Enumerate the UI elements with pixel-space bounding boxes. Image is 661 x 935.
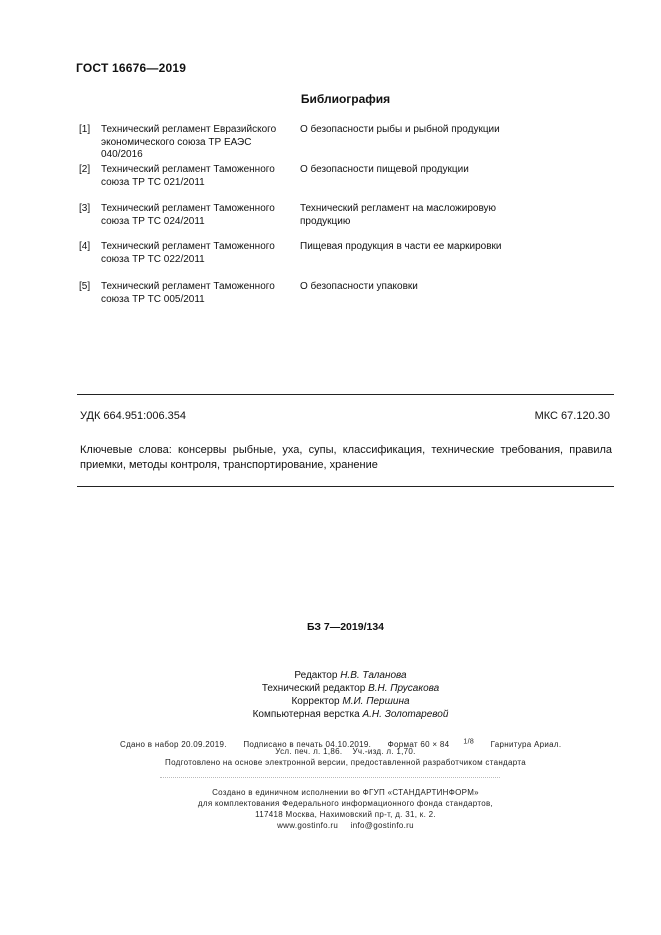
credit-name: В.Н. Прусакова — [368, 683, 440, 694]
entry-number: [1] — [79, 124, 91, 135]
font-name: Гарнитура Ариал. — [490, 739, 562, 749]
publisher-line: Создано в единичном исполнении во ФГУП «СТАНДАРТИНФОРМ» — [212, 788, 479, 797]
entry-document: Технический регламент Таможенного союза ТР ТС 021/2011 — [101, 164, 275, 188]
credit-name: М.И. Першина — [342, 696, 410, 707]
entry-subject: О безопасности рыбы и рыбной продукции — [300, 124, 500, 135]
credit-name: Н.В. Таланова — [340, 670, 407, 681]
publisher-line: для комплектования Федерального информационного фонда стандартов, — [197, 799, 494, 808]
entry-subject: О безопасности пищевой продукции — [300, 164, 469, 175]
faint-divider — [160, 777, 500, 778]
credit-role: Корректор — [291, 696, 340, 707]
prepared-note: Подготовлено на основе электронной версии, предоставленной разработчиком стандарта — [165, 758, 526, 767]
credit-role: Компьютерная верстка — [252, 709, 360, 720]
credit-line — [0, 695, 661, 708]
entry-number: [5] — [79, 281, 91, 292]
publisher-contacts: www.gostinfo.ru info@gostinfo.ru — [277, 821, 414, 830]
entry-number: [2] — [79, 164, 91, 175]
credit-line — [0, 682, 661, 695]
keywords: Ключевые слова: консервы рыбные, уха, супы, классификация, технические требования, правила приемки, методы контроля, транспортирование, хранение — [80, 444, 612, 471]
entry-document: Технический регламент Таможенного союза ТР ТС 024/2011 — [101, 203, 275, 227]
credit-role: Редактор — [294, 670, 338, 681]
credit-name: А.Н. Золотаревой — [362, 709, 449, 720]
udk-code: УДК 664.951:006.354 — [80, 410, 186, 422]
entry-subject: О безопасности упаковки — [300, 281, 418, 292]
credit-role: Технический редактор — [261, 683, 366, 694]
publisher-sheets: Уч.-изд. л. 1,70. — [352, 747, 416, 756]
bibliography-title: Библиография — [300, 92, 391, 106]
entry-subject: Пищевая продукция в части ее маркировки — [300, 241, 502, 252]
section-divider — [77, 486, 614, 487]
section-divider — [77, 394, 614, 395]
signed-date: Подписано в печать 04.10.2019. — [243, 739, 372, 749]
sheet-counts — [0, 747, 661, 758]
sent-date: Сдано в набор 20.09.2019. — [120, 739, 227, 749]
paper-format: Формат 60 × 84 $^{1/8}$ — [387, 738, 475, 749]
credit-line — [0, 669, 661, 682]
print-sheets: Усл. печ. л. 1,86. — [275, 747, 343, 756]
publisher-address: 117418 Москва, Нахимовский пр-т, д. 31, к. 2. — [255, 810, 436, 819]
document-code: ГОСТ 16676—2019 — [76, 61, 187, 75]
entry-document: Технический регламент Таможенного союза ТР ТС 005/2011 — [101, 281, 275, 305]
entry-document: Технический регламент Евразийского экономического союза ТР ЕАЭС 040/2016 — [101, 124, 277, 160]
credit-line — [0, 708, 661, 721]
entry-number: [3] — [79, 203, 91, 214]
entry-document: Технический регламент Таможенного союза ТР ТС 022/2011 — [101, 241, 275, 265]
entry-number: [4] — [79, 241, 91, 252]
mks-code: МКС 67.120.30 — [534, 410, 610, 422]
bz-number: БЗ 7—2019/134 — [306, 621, 385, 633]
entry-subject: Технический регламент на масложировую продукцию — [300, 203, 497, 227]
